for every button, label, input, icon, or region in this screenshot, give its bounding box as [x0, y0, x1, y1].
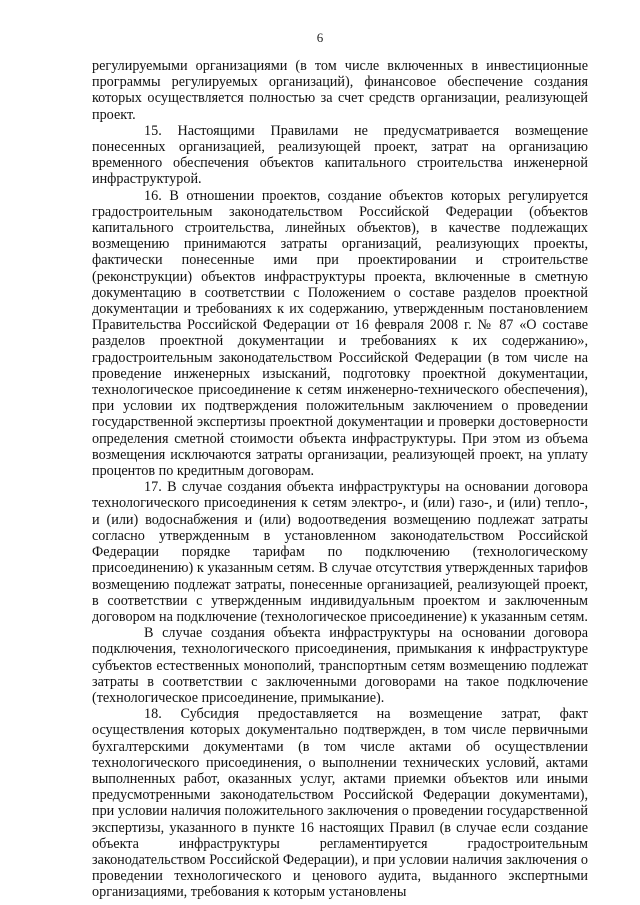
paragraph: 17. В случае создания объекта инфраструктуры на основании договора технологического присоединения к сетям электро-, и (или) газо-, и (или) тепло-, и (или) водоснабжения и (или) водоотведения возмещению подлежат затраты согласно утвержденным в установленном законодательством Российской Федерации порядке тарифам по подключению (технологическому присоединению) к указанным сетям. В случае отсутствия утвержденных тарифов возмещению подлежат затраты, понесенные организацией, реализующей проект, в соответствии с утвержденным индивидуальным проектом и заключенным договором на подключение (технологическое присоединение) к указанным сетям.: [92, 479, 588, 625]
paragraph: 15. Настоящими Правилами не предусматривается возмещение понесенных организацией, реализующей проект, затрат на организацию временного обеспечения объектов капитального строительства инженерной инфраструктурой.: [92, 122, 588, 188]
paragraph: регулируемыми организациями (в том числе включенных в инвестиционные программы регулируемых организаций), финансовое обеспечение создания которых осуществляется полностью за счет средств организации, реализующей проект.: [92, 58, 588, 123]
paragraph: В случае создания объекта инфраструктуры на основании договора подключения, технологического присоединения, примыкания к инфраструктуре субъектов естественных монополий, транспортным сетям возмещению подлежат затраты в соответствии с заключенными договорами на такое подключение (технологическое присоединение, примыкание).: [92, 625, 588, 706]
paragraph: 16. В отношении проектов, создание объектов которых регулируется градостроительным законодательством Российской Федерации (объектов капитального строительства, линейных объектов), в качестве подлежащих возмещению принимаются затраты организаций, реализующих проекты, фактически понесенные ими при проектировании и строительстве (реконструкции) объектов инфраструктуры проекта, включенные в сметную документацию в соответствии с Положением о составе разделов проектной документации и требованиях к их содержанию, утвержденным постановлением Правительства Российской Федерации от 16 февраля 2008 г. № 87 «О составе разделов проектной документации и требованиях к их содержанию», градостроительным законодательством Российской Федерации (в том числе на проведение инженерных изысканий, подготовку проектной документации, технологическое присоединение к сетям инженерно-технического обеспечения), при условии их подтверждения положительным заключением о проведении государственной экспертизы проектной документации и проверки достоверности определения сметной стоимости объекта инфраструктуры. При этом из объема возмещения исключаются затраты организации, реализующей проект, на уплату процентов по кредитным договорам.: [92, 187, 588, 480]
document-body: [92, 58, 588, 901]
paragraph: 18. Субсидия предоставляется на возмещение затрат, факт осуществления которых документально подтвержден, в том числе первичными бухгалтерскими документами (в том числе актами об осуществлении технологического присоединения, о выполнении технических условий, актами выполненных работ, оказанных услуг, актами приемки объектов или иными предусмотренными законодательством Российской Федерации документами), при условии наличия положительного заключения о проведении государственной экспертизы, указанного в пункте 16 настоящих Правил (в случае если создание объекта инфраструктуры регламентируется градостроительным законодательством Российской Федерации), и при условии наличия заключения о проведении технологического и ценового аудита, выданного экспертными организациями, требования к которым установлены: [92, 706, 588, 901]
page-number: 6: [316, 30, 324, 45]
